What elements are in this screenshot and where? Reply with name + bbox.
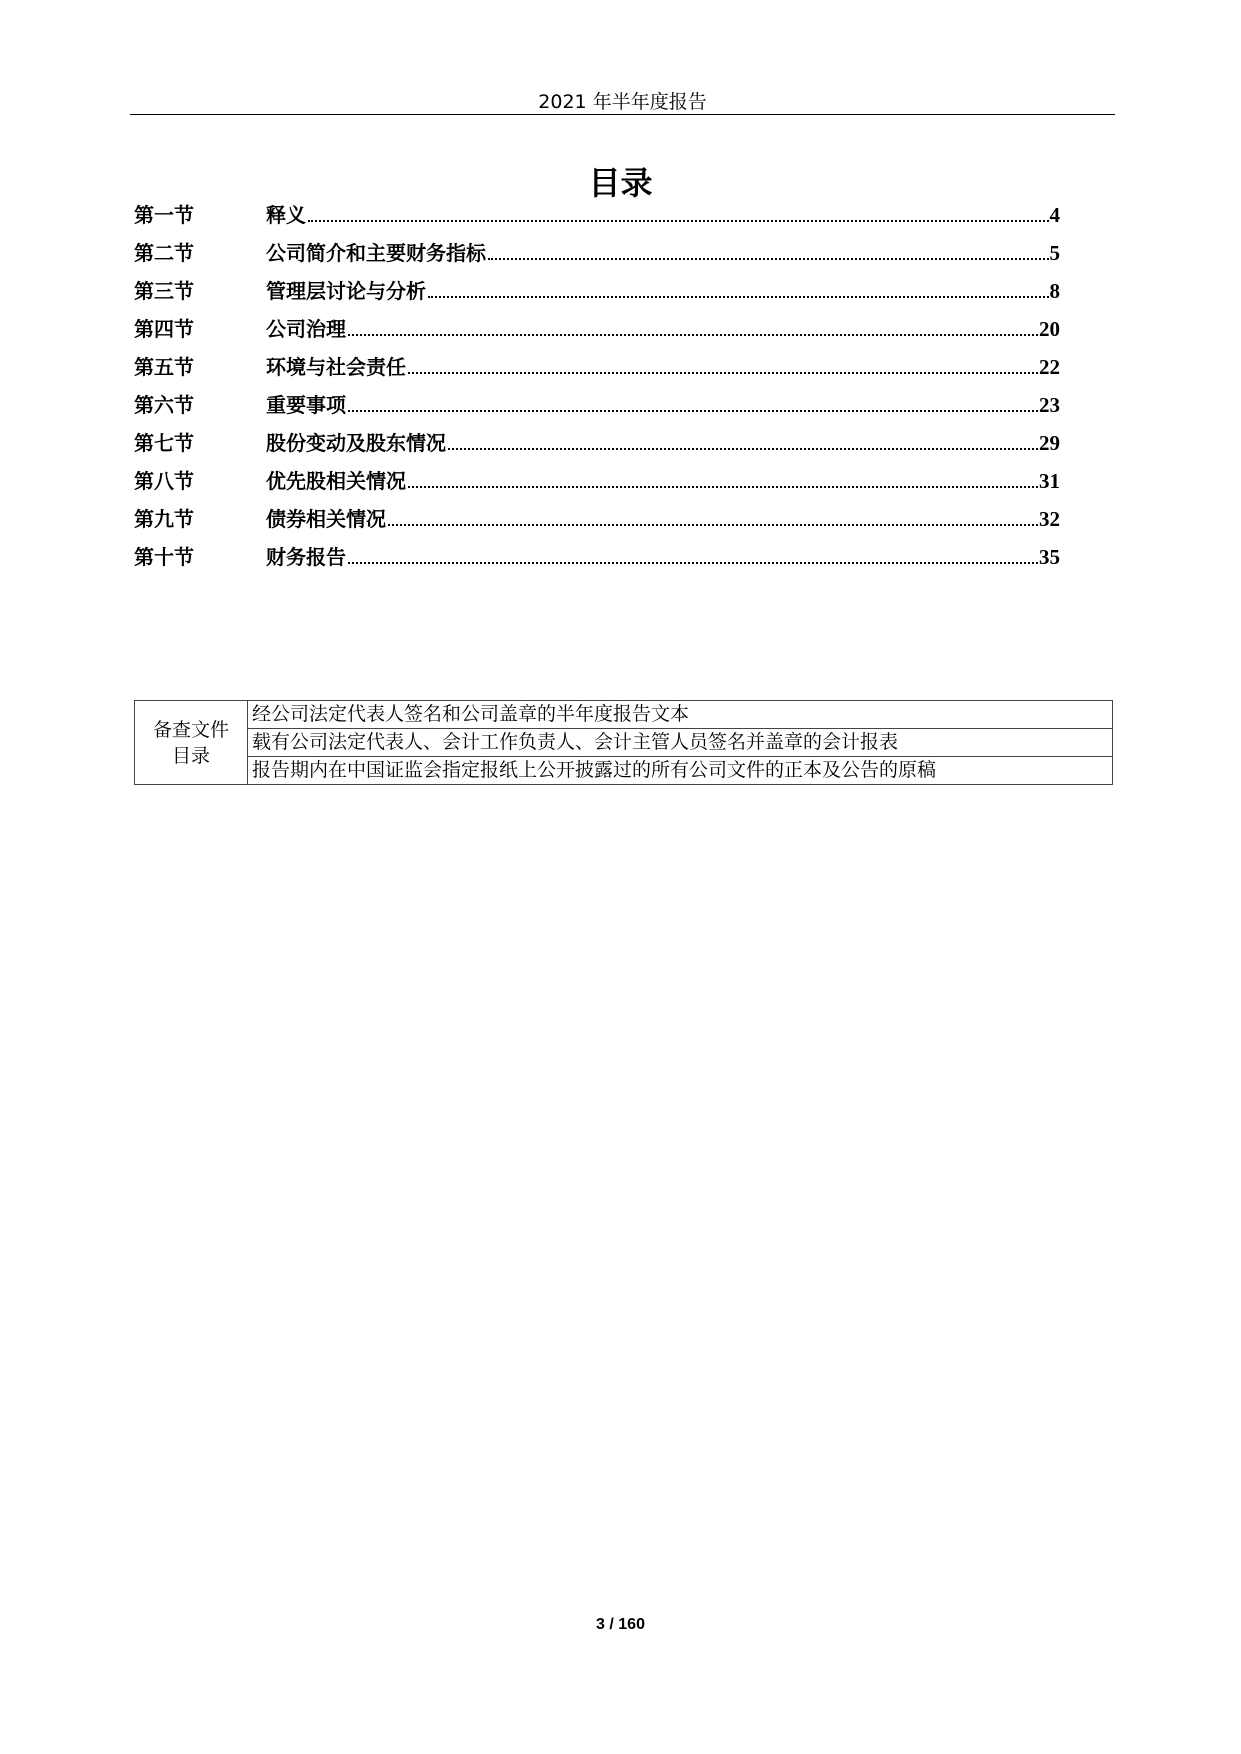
- toc-leader-dots: [308, 220, 1049, 222]
- toc-section-number: 第八节: [134, 469, 194, 493]
- toc-page-number: 35: [1039, 545, 1060, 569]
- toc-section-number: 第六节: [134, 393, 194, 417]
- toc-section-title: 公司治理: [266, 317, 346, 341]
- toc-entry-7[interactable]: [134, 428, 1060, 458]
- toc-leader-dots: [388, 524, 1038, 526]
- page-number: 3 / 160: [596, 1616, 645, 1633]
- toc-entry-5[interactable]: [134, 352, 1060, 382]
- toc-entry-4[interactable]: [134, 314, 1060, 344]
- page-title: 目录: [588, 164, 653, 202]
- toc-section-title: 释义: [266, 203, 306, 227]
- toc-page-number: 20: [1039, 317, 1060, 341]
- label-line: 备查文件: [152, 718, 229, 741]
- toc-section-title: 债券相关情况: [266, 507, 386, 531]
- toc-entry-9[interactable]: [134, 504, 1060, 534]
- toc-page-number: 22: [1039, 355, 1060, 379]
- toc-section-title: 环境与社会责任: [266, 355, 406, 379]
- reference-documents-label: [135, 701, 248, 785]
- toc-page-number: 29: [1039, 431, 1060, 455]
- toc-entry-8[interactable]: [134, 466, 1060, 496]
- toc-page-number: 23: [1039, 393, 1060, 417]
- toc-page-number: 32: [1039, 507, 1060, 531]
- toc-section-title: 财务报告: [266, 545, 346, 569]
- table-row: [135, 701, 1113, 729]
- table-row: [135, 729, 1113, 757]
- toc-section-number: 第五节: [134, 355, 194, 379]
- reference-document-item: 报告期内在中国证监会指定报纸上公开披露过的所有公司文件的正本及公告的原稿: [248, 757, 1113, 785]
- toc-entry-6[interactable]: [134, 390, 1060, 420]
- reference-document-item: 经公司法定代表人签名和公司盖章的半年度报告文本: [248, 701, 1113, 729]
- toc-section-number: 第七节: [134, 431, 194, 455]
- toc-leader-dots: [428, 296, 1049, 298]
- toc-leader-dots: [488, 258, 1049, 260]
- toc-entry-2[interactable]: [134, 238, 1060, 268]
- toc-section-number: 第三节: [134, 279, 194, 303]
- reference-documents-table: [134, 700, 1113, 785]
- toc-section-title: 优先股相关情况: [266, 469, 406, 493]
- toc-section-number: 第一节: [134, 203, 194, 227]
- toc-section-title: 管理层讨论与分析: [266, 279, 426, 303]
- toc-entry-3[interactable]: [134, 276, 1060, 306]
- toc-section-number: 第九节: [134, 507, 194, 531]
- report-header: 2021 年半年度报告: [538, 91, 707, 113]
- toc-leader-dots: [408, 486, 1038, 488]
- header-divider: [130, 114, 1115, 115]
- toc-leader-dots: [408, 372, 1038, 374]
- toc-page-number: 31: [1039, 469, 1060, 493]
- toc-entry-10[interactable]: [134, 542, 1060, 572]
- toc-page-number: 5: [1049, 241, 1060, 265]
- toc-section-title: 公司简介和主要财务指标: [266, 241, 486, 265]
- toc-section-title: 股份变动及股东情况: [266, 431, 446, 455]
- toc-page-number: 4: [1049, 203, 1060, 227]
- toc-section-number: 第十节: [134, 545, 194, 569]
- toc-leader-dots: [448, 448, 1038, 450]
- reference-document-item: 载有公司法定代表人、会计工作负责人、会计主管人员签名并盖章的会计报表: [248, 729, 1113, 757]
- toc-section-title: 重要事项: [266, 393, 346, 417]
- toc-leader-dots: [348, 334, 1038, 336]
- toc-page-number: 8: [1049, 279, 1060, 303]
- toc-section-number: 第二节: [134, 241, 194, 265]
- label-line: 目录: [171, 744, 210, 767]
- toc-leader-dots: [348, 562, 1038, 564]
- toc-leader-dots: [348, 410, 1038, 412]
- toc-entry-1[interactable]: [134, 200, 1060, 230]
- table-row: [135, 757, 1113, 785]
- toc-section-number: 第四节: [134, 317, 194, 341]
